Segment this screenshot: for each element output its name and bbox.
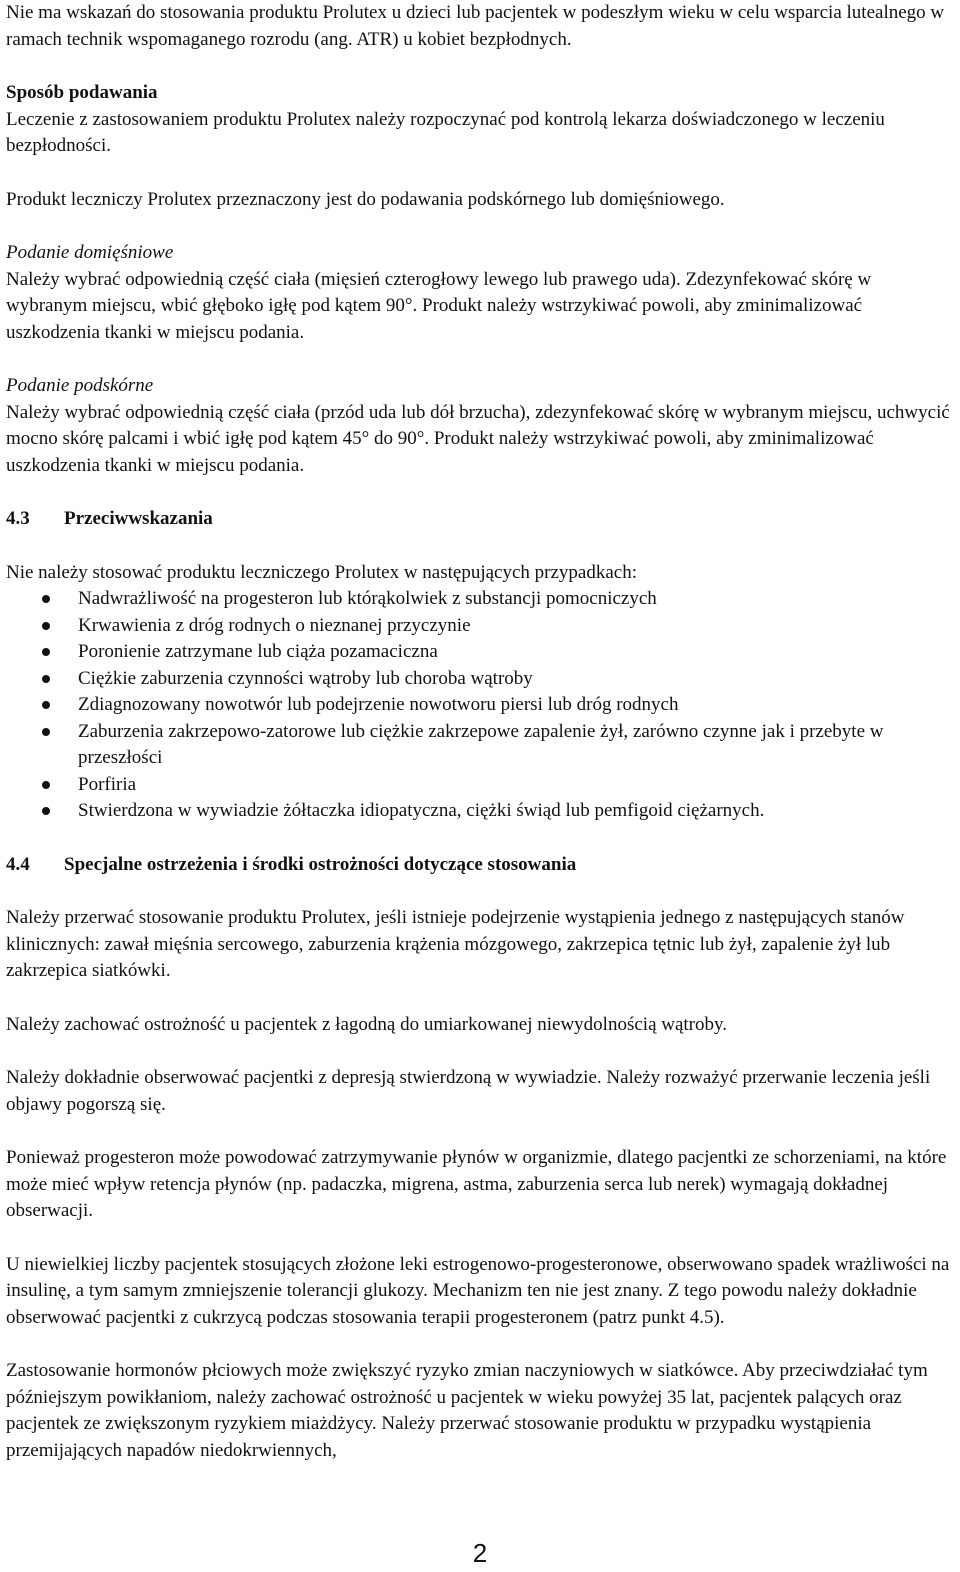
list-item: Nadwrażliwość na progesteron lub którąkolwiek z substancji pomocniczych (6, 586, 956, 613)
warnings-paragraph: Należy przerwać stosowanie produktu Prolutex, jeśli istnieje podejrzenie wystąpienia jednego z następujących stanów klinicznych: zawał mięśnia sercowego, zaburzenia krążenia mózgowego, zakrzepica tętnic lub żył, zapalenie żył lub zakrzepica siatkówki. (6, 907, 905, 981)
list-item: Stwierdzona w wywiadzie żółtaczka idiopatyczna, ciężki świąd lub pemfigoid ciężarnych. (6, 798, 956, 825)
section-number: 4.4 (6, 853, 30, 875)
warnings-paragraph: Zastosowanie hormonów płciowych może zwiększyć ryzyko zmian naczyniowych w siatkówce. Aby przeciwdziałać tym późniejszym powikłaniom, należy zachować ostrożność u pacjentek w wieku powyżej 35 lat, pacjentek palących oraz pacjentek ze zwiększonym ryzykiem miażdżycy. Należy przerwać stosowanie produktu w przypadku wystąpienia przemijających napadów niedokrwiennych, (6, 1360, 928, 1461)
contraindications-lead: Nie należy stosować produktu leczniczego Prolutex w następujących przypadkach: (6, 561, 637, 583)
section-heading-4-3 (6, 506, 956, 533)
section-title: Przeciwwskazania (64, 508, 213, 529)
list-item: Zaburzenia zakrzepowo-zatorowe lub ciężkie zakrzepowe zapalenie żył, zarówno czynne jak i przebyte w przeszłości (6, 719, 956, 772)
intramuscular-text: Należy wybrać odpowiednią część ciała (mięsień czterogłowy lewego lub prawego uda). Zdezynfekować skórę w wybranym miejscu, wbić głęboko igłę pod kątem 90°. Produkt należy wstrzykiwać powoli, aby zminimalizować uszkodzenia tkanki w miejscu podania. (6, 268, 872, 343)
administration-paragraph-2: Produkt leczniczy Prolutex przeznaczony jest do podawania podskórnego lub domięśniowego. (6, 188, 725, 210)
section-title: Specjalne ostrzeżenia i środki ostrożności dotyczące stosowania (64, 853, 577, 875)
warnings-paragraph: U niewielkiej liczby pacjentek stosujących złożone leki estrogenowo-progesteronowe, obserwowano spadek wrażliwości na insulinę, a tym samym zmniejszenie tolerancji glukozy. Mechanizm ten nie jest znany. Z tego powodu należy dokładnie obserwować pacjentki z cukrzycą podczas stosowania terapii progesteronem (patrz punkt 4.5). (6, 1253, 950, 1328)
section-heading-4-4 (6, 852, 956, 879)
list-item: Ciężkie zaburzenia czynności wątroby lub choroba wątroby (6, 666, 956, 693)
intro-paragraph: Nie ma wskazań do stosowania produktu Prolutex u dzieci lub pacjentek w podeszłym wieku w celu wsparcia lutealnego w ramach technik wspomaganego rozrodu (ang. ATR) u kobiet bezpłodnych. (6, 2, 945, 50)
warnings-paragraph: Należy zachować ostrożność u pacjentek z łagodną do umiarkowanej niewydolnością wątroby. (6, 1013, 728, 1035)
section-number: 4.3 (6, 508, 30, 529)
subcutaneous-text: Należy wybrać odpowiednią część ciała (przód uda lub dół brzucha), zdezynfekować skórę w wybranym miejscu, uchwycić mocno skórę palcami i wbić igłę pod kątem 45° do 90°. Produkt należy wstrzykiwać powoli, aby zminimalizować uszkodzenia tkanki w miejscu podania. (6, 401, 950, 476)
list-item: Poronienie zatrzymane lub ciąża pozamaciczna (6, 639, 956, 666)
list-item: Zdiagnozowany nowotwór lub podejrzenie nowotworu piersi lub dróg rodnych (6, 692, 956, 719)
list-item: Krwawienia z dróg rodnych o nieznanej przyczynie (6, 613, 956, 640)
contraindications-list (6, 586, 956, 825)
subcutaneous-heading: Podanie podskórne (6, 375, 154, 396)
document-page (6, 0, 956, 1464)
intramuscular-heading: Podanie domięśniowe (6, 242, 174, 263)
warnings-paragraph: Ponieważ progesteron może powodować zatrzymywanie płynów w organizmie, dlatego pacjentki ze schorzeniami, na które może mieć wpływ retencja płynów (np. padaczka, migrena, astma, zaburzenia serca lub nerek) wymagają dokładnej obserwacji. (6, 1147, 947, 1221)
administration-heading: Sposób podawania (6, 82, 158, 103)
warnings-paragraph: Należy dokładnie obserwować pacjentki z depresją stwierdzoną w wywiadzie. Należy rozważyć przerwanie leczenia jeśli objawy pogorszą się. (6, 1067, 931, 1115)
list-item: Porfiria (6, 772, 956, 799)
administration-paragraph-1: Leczenie z zastosowaniem produktu Prolutex należy rozpoczynać pod kontrolą lekarza doświadczonego w leczeniu bezpłodności. (6, 108, 885, 156)
page-number: 2 (472, 1538, 488, 1568)
